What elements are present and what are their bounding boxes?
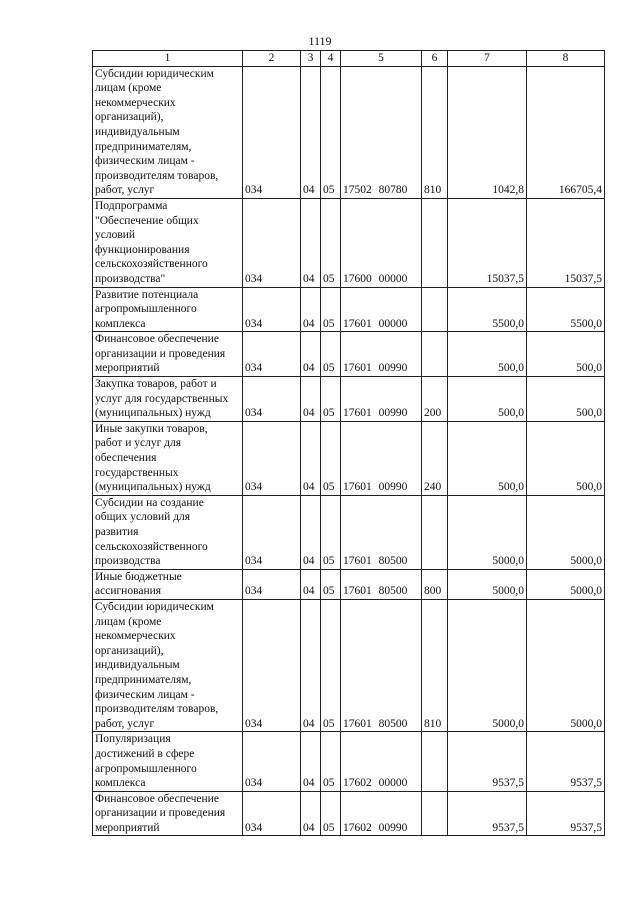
row-amount-col8: 500,0 [527,421,605,495]
row-section-code: 04 [301,569,321,599]
row-subsection-code: 05 [321,569,341,599]
row-amount-col8: 5000,0 [527,599,605,731]
row-section-code: 04 [301,599,321,731]
row-subsection-code: 05 [321,495,341,569]
header-col-4: 4 [321,51,341,67]
row-grbs-code: 034 [243,66,301,198]
row-subsection-code: 05 [321,287,341,332]
row-target-code: 17601 00000 [341,287,422,332]
row-target-code: 17601 00990 [341,377,422,422]
row-name: Подпрограмма "Обеспечение общих условий функционирования сельскохозяйственного производства" [93,198,243,287]
row-expense-type-code: 810 [422,599,448,731]
header-col-1: 1 [93,51,243,67]
row-target-code: 17602 00990 [341,791,422,836]
row-amount-col8: 5000,0 [527,495,605,569]
row-subsection-code: 05 [321,421,341,495]
row-expense-type-code [422,791,448,836]
page-number: 1119 [308,34,332,48]
row-expense-type-code: 240 [422,421,448,495]
row-subsection-code: 05 [321,377,341,422]
row-section-code: 04 [301,791,321,836]
row-target-code: 17601 00990 [341,332,422,377]
row-name: Финансовое обеспечение организации и проведения мероприятий [93,332,243,377]
table-row [93,421,605,495]
table-row [93,66,605,198]
row-amount-col7: 500,0 [448,377,527,422]
table-row [93,377,605,422]
row-amount-col7: 5000,0 [448,569,527,599]
row-subsection-code: 05 [321,791,341,836]
row-subsection-code: 05 [321,599,341,731]
row-amount-col7: 5000,0 [448,599,527,731]
row-subsection-code: 05 [321,732,341,791]
header-col-7: 7 [448,51,527,67]
row-amount-col8: 9537,5 [527,732,605,791]
row-grbs-code: 034 [243,198,301,287]
row-grbs-code: 034 [243,377,301,422]
row-section-code: 04 [301,421,321,495]
row-expense-type-code: 810 [422,66,448,198]
table-row [93,287,605,332]
row-expense-type-code [422,332,448,377]
row-grbs-code: 034 [243,421,301,495]
row-grbs-code: 034 [243,732,301,791]
row-amount-col7: 1042,8 [448,66,527,198]
row-name: Иные закупки товаров, работ и услуг для обеспечения государственных (муниципальных) нужд [93,421,243,495]
row-amount-col7: 9537,5 [448,732,527,791]
row-section-code: 04 [301,198,321,287]
table-row [93,732,605,791]
table-row [93,495,605,569]
row-section-code: 04 [301,332,321,377]
row-grbs-code: 034 [243,495,301,569]
row-subsection-code: 05 [321,332,341,377]
row-amount-col7: 5000,0 [448,495,527,569]
row-grbs-code: 034 [243,569,301,599]
row-target-code: 17502 80780 [341,66,422,198]
table-row [93,569,605,599]
row-target-code: 17602 00000 [341,732,422,791]
row-target-code: 17600 00000 [341,198,422,287]
row-amount-col7: 9537,5 [448,791,527,836]
row-expense-type-code: 800 [422,569,448,599]
row-expense-type-code [422,198,448,287]
row-name: Субсидии на создание общих условий для развития сельскохозяйственного производства [93,495,243,569]
row-amount-col8: 9537,5 [527,791,605,836]
row-section-code: 04 [301,732,321,791]
row-amount-col7: 500,0 [448,421,527,495]
row-target-code: 17601 00990 [341,421,422,495]
row-target-code: 17601 80500 [341,495,422,569]
row-name: Финансовое обеспечение организации и проведения мероприятий [93,791,243,836]
row-amount-col8: 5000,0 [527,569,605,599]
row-name: Субсидии юридическим лицам (кроме некоммерческих организаций), индивидуальным предпринимателям, физическим лицам - производителям товаров, работ, услуг [93,66,243,198]
header-col-6: 6 [422,51,448,67]
row-section-code: 04 [301,66,321,198]
header-row [93,51,605,67]
row-name: Популяризация достижений в сфере агропромышленного комплекса [93,732,243,791]
table-row [93,791,605,836]
row-section-code: 04 [301,377,321,422]
row-expense-type-code: 200 [422,377,448,422]
row-amount-col7: 5500,0 [448,287,527,332]
row-expense-type-code [422,495,448,569]
budget-table [92,50,605,836]
table-row [93,332,605,377]
header-col-5: 5 [341,51,422,67]
row-grbs-code: 034 [243,599,301,731]
row-amount-col8: 166705,4 [527,66,605,198]
row-amount-col7: 15037,5 [448,198,527,287]
row-amount-col8: 500,0 [527,332,605,377]
row-amount-col8: 15037,5 [527,198,605,287]
table-row [93,198,605,287]
row-subsection-code: 05 [321,198,341,287]
row-grbs-code: 034 [243,791,301,836]
row-amount-col8: 500,0 [527,377,605,422]
row-expense-type-code [422,732,448,791]
row-amount-col7: 500,0 [448,332,527,377]
row-grbs-code: 034 [243,332,301,377]
table-row [93,599,605,731]
row-amount-col8: 5500,0 [527,287,605,332]
row-section-code: 04 [301,287,321,332]
row-name: Развитие потенциала агропромышленного комплекса [93,287,243,332]
row-section-code: 04 [301,495,321,569]
header-col-8: 8 [527,51,605,67]
row-target-code: 17601 80500 [341,599,422,731]
row-name: Субсидии юридическим лицам (кроме некоммерческих организаций), индивидуальным предпринимателям, физическим лицам - производителям товаров, работ, услуг [93,599,243,731]
row-subsection-code: 05 [321,66,341,198]
row-name: Закупка товаров, работ и услуг для государственных (муниципальных) нужд [93,377,243,422]
row-name: Иные бюджетные ассигнования [93,569,243,599]
row-target-code: 17601 80500 [341,569,422,599]
table-body [93,66,605,836]
row-grbs-code: 034 [243,287,301,332]
row-expense-type-code [422,287,448,332]
header-col-2: 2 [243,51,301,67]
header-col-3: 3 [301,51,321,67]
